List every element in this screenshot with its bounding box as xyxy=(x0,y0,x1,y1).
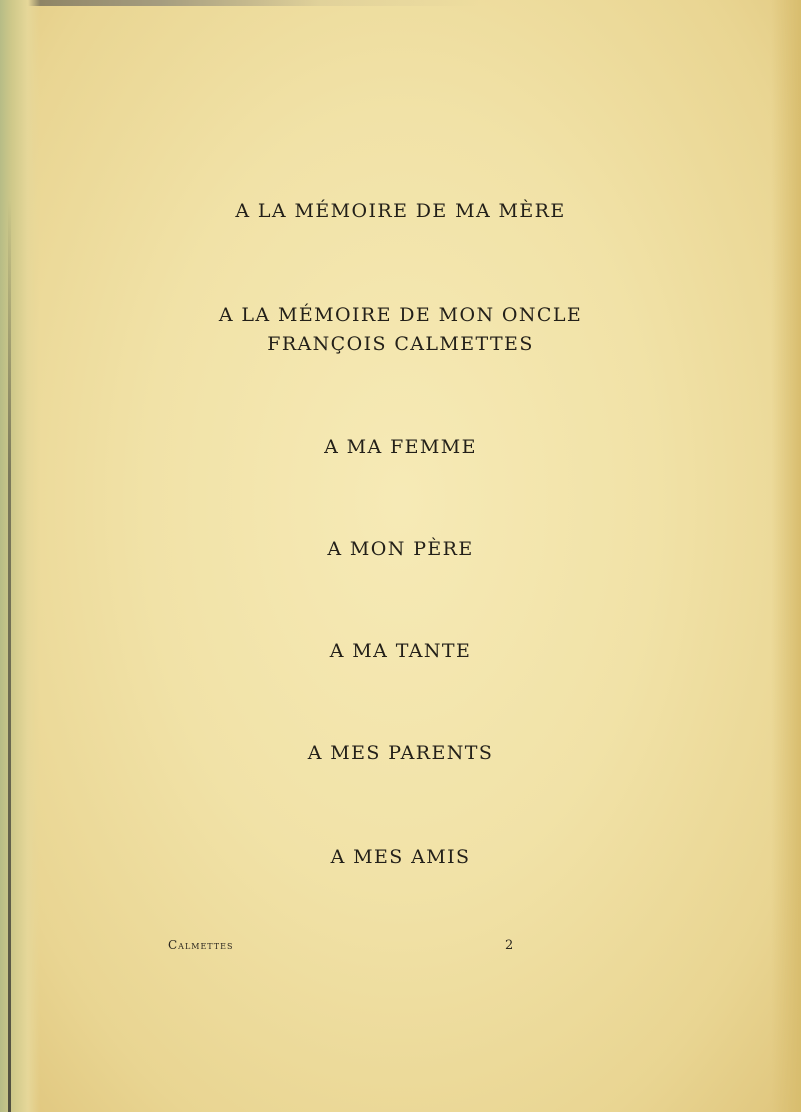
dedication-uncle-name: FRANÇOIS CALMETTES xyxy=(267,333,534,355)
dedication-uncle: A LA MÉMOIRE DE MON ONCLE xyxy=(218,304,583,326)
page-number: 2 xyxy=(505,938,514,953)
dedication-father: A MON PÈRE xyxy=(327,538,474,560)
dedication-mother: A LA MÉMOIRE DE MA MÈRE xyxy=(235,200,566,222)
dedication-friends: A MES AMIS xyxy=(330,846,471,868)
signature-mark: Calmettes xyxy=(168,938,234,952)
dedication-aunt: A MA TANTE xyxy=(329,640,472,662)
dedication-wife: A MA FEMME xyxy=(324,436,477,458)
page-top-stain xyxy=(0,0,801,6)
dedication-parents: A MES PARENTS xyxy=(307,742,494,764)
